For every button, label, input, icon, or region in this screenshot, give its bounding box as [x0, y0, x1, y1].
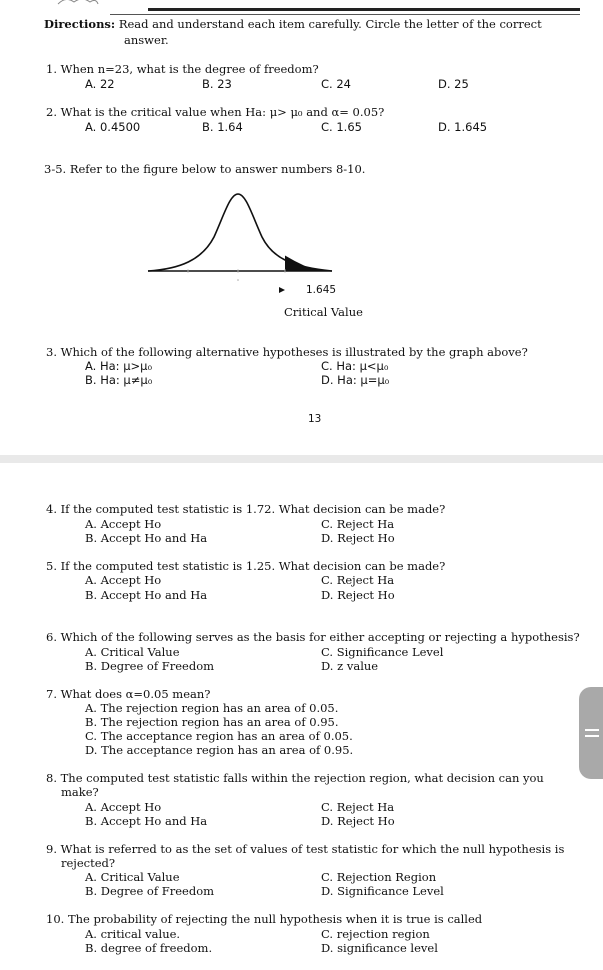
question-1-option-b[interactable]: B. 23 [202, 77, 232, 91]
question-8-option-b[interactable]: B. Accept Ho and Ha [85, 814, 208, 828]
question-9-stem: 9. What is referred to as the set of values of test statistic for which the null hypothesis is [46, 842, 565, 856]
question-4-option-c[interactable]: C. Reject Ha [321, 517, 395, 531]
question-5-option-a[interactable]: A. Accept Ho [85, 573, 162, 587]
question-3-option-c[interactable]: C. Ha: μ<μ₀ [321, 359, 389, 373]
question-10-option-b[interactable]: B. degree of freedom. [85, 941, 213, 955]
question-7-option-d[interactable]: D. The acceptance region has an area of 0.95. [85, 743, 354, 757]
question-3-option-b[interactable]: B. Ha: μ≠μ₀ [85, 373, 153, 387]
question-6-stem: 6. Which of the following serves as the basis for either accepting or rejecting a hypothesis? [46, 630, 580, 644]
question-5-option-c[interactable]: C. Reject Ha [321, 573, 395, 587]
question-2-stem: 2. What is the critical value when Ha: μ> μ₀ and α= 0.05? [46, 105, 385, 119]
question-10-option-a[interactable]: A. critical value. [85, 927, 181, 941]
question-4-stem: 4. If the computed test statistic is 1.72. What decision can be made? [46, 502, 446, 516]
question-2-option-a[interactable]: A. 0.4500 [85, 120, 141, 134]
question-8-option-c[interactable]: C. Reject Ha [321, 800, 395, 814]
worksheet-page-1 [0, 0, 603, 455]
question-6-option-a[interactable]: A. Critical Value [85, 645, 180, 659]
question-1-option-d[interactable]: D. 25 [438, 77, 469, 91]
question-8-stem-line2: make? [61, 785, 99, 799]
question-3-option-a[interactable]: A. Ha: μ>μ₀ [85, 359, 153, 373]
question-6-option-d[interactable]: D. z value [321, 659, 379, 673]
critical-value-arrow-icon [279, 287, 285, 293]
question-1-option-a[interactable]: A. 22 [85, 77, 115, 91]
question-9-option-b[interactable]: B. Degree of Freedom [85, 884, 215, 898]
question-4-option-a[interactable]: A. Accept Ho [85, 517, 162, 531]
question-7-option-c[interactable]: C. The acceptance region has an area of 0.05. [85, 729, 353, 743]
question-1-option-c[interactable]: C. 24 [321, 77, 351, 91]
question-9-stem-line2: rejected? [61, 856, 116, 870]
question-2-option-c[interactable]: C. 1.65 [321, 120, 362, 134]
question-8-option-d[interactable]: D. Reject Ho [321, 814, 395, 828]
critical-value-number: 1.645 [306, 284, 337, 296]
page-number: 13 [308, 413, 322, 425]
question-2-option-b[interactable]: B. 1.64 [202, 120, 243, 134]
worksheet-page-2 [0, 463, 603, 970]
directions-label: Directions: [44, 17, 116, 31]
bell-curve [148, 194, 332, 271]
header-rule-thin [110, 14, 580, 15]
question-8-stem: 8. The computed test statistic falls within the rejection region, what decision can you [46, 771, 544, 785]
question-6-option-b[interactable]: B. Degree of Freedom [85, 659, 215, 673]
figure-reference-text: 3-5. Refer to the figure below to answer numbers 8-10. [44, 162, 366, 176]
question-6-option-c[interactable]: C. Significance Level [321, 645, 444, 659]
question-10-option-c[interactable]: C. rejection region [321, 927, 430, 941]
question-4-option-b[interactable]: B. Accept Ho and Ha [85, 531, 208, 545]
directions [44, 17, 542, 31]
normal-curve-figure [140, 185, 340, 300]
figure-caption: Critical Value [284, 305, 363, 319]
question-9-option-d[interactable]: D. Significance Level [321, 884, 444, 898]
question-5-stem: 5. If the computed test statistic is 1.25. What decision can be made? [46, 559, 446, 573]
question-5-option-d[interactable]: D. Reject Ho [321, 588, 395, 602]
question-10-option-d[interactable]: D. significance level [321, 941, 438, 955]
directions-text-line2: answer. [124, 33, 169, 47]
question-3-stem: 3. Which of the following alternative hypotheses is illustrated by the graph above? [46, 345, 528, 359]
question-5-option-b[interactable]: B. Accept Ho and Ha [85, 588, 208, 602]
question-9-option-a[interactable]: A. Critical Value [85, 870, 180, 884]
question-7-stem: 7. What does α=0.05 mean? [46, 687, 211, 701]
question-2-option-d[interactable]: D. 1.645 [438, 120, 488, 134]
question-9-option-c[interactable]: C. Rejection Region [321, 870, 437, 884]
question-10-stem: 10. The probability of rejecting the null hypothesis when it is true is called [46, 912, 483, 926]
header-rule-thick [148, 8, 580, 11]
page-separator [0, 455, 603, 463]
question-3-option-d[interactable]: D. Ha: μ=μ₀ [321, 373, 390, 387]
question-4-option-d[interactable]: D. Reject Ho [321, 531, 395, 545]
directions-text: Read and understand each item carefully. Circle the letter of the correct [118, 17, 542, 31]
handle-grip-icon [585, 729, 599, 731]
question-7-option-a[interactable]: A. The rejection region has an area of 0.05. [85, 701, 339, 715]
side-drawer-handle[interactable] [579, 687, 603, 779]
question-8-option-a[interactable]: A. Accept Ho [85, 800, 162, 814]
question-1-stem: 1. When n=23, what is the degree of freedom? [46, 62, 319, 76]
question-7-option-b[interactable]: B. The rejection region has an area of 0.95. [85, 715, 339, 729]
header-ornament-icon [56, 0, 100, 6]
handle-grip-icon-line2 [585, 735, 599, 737]
